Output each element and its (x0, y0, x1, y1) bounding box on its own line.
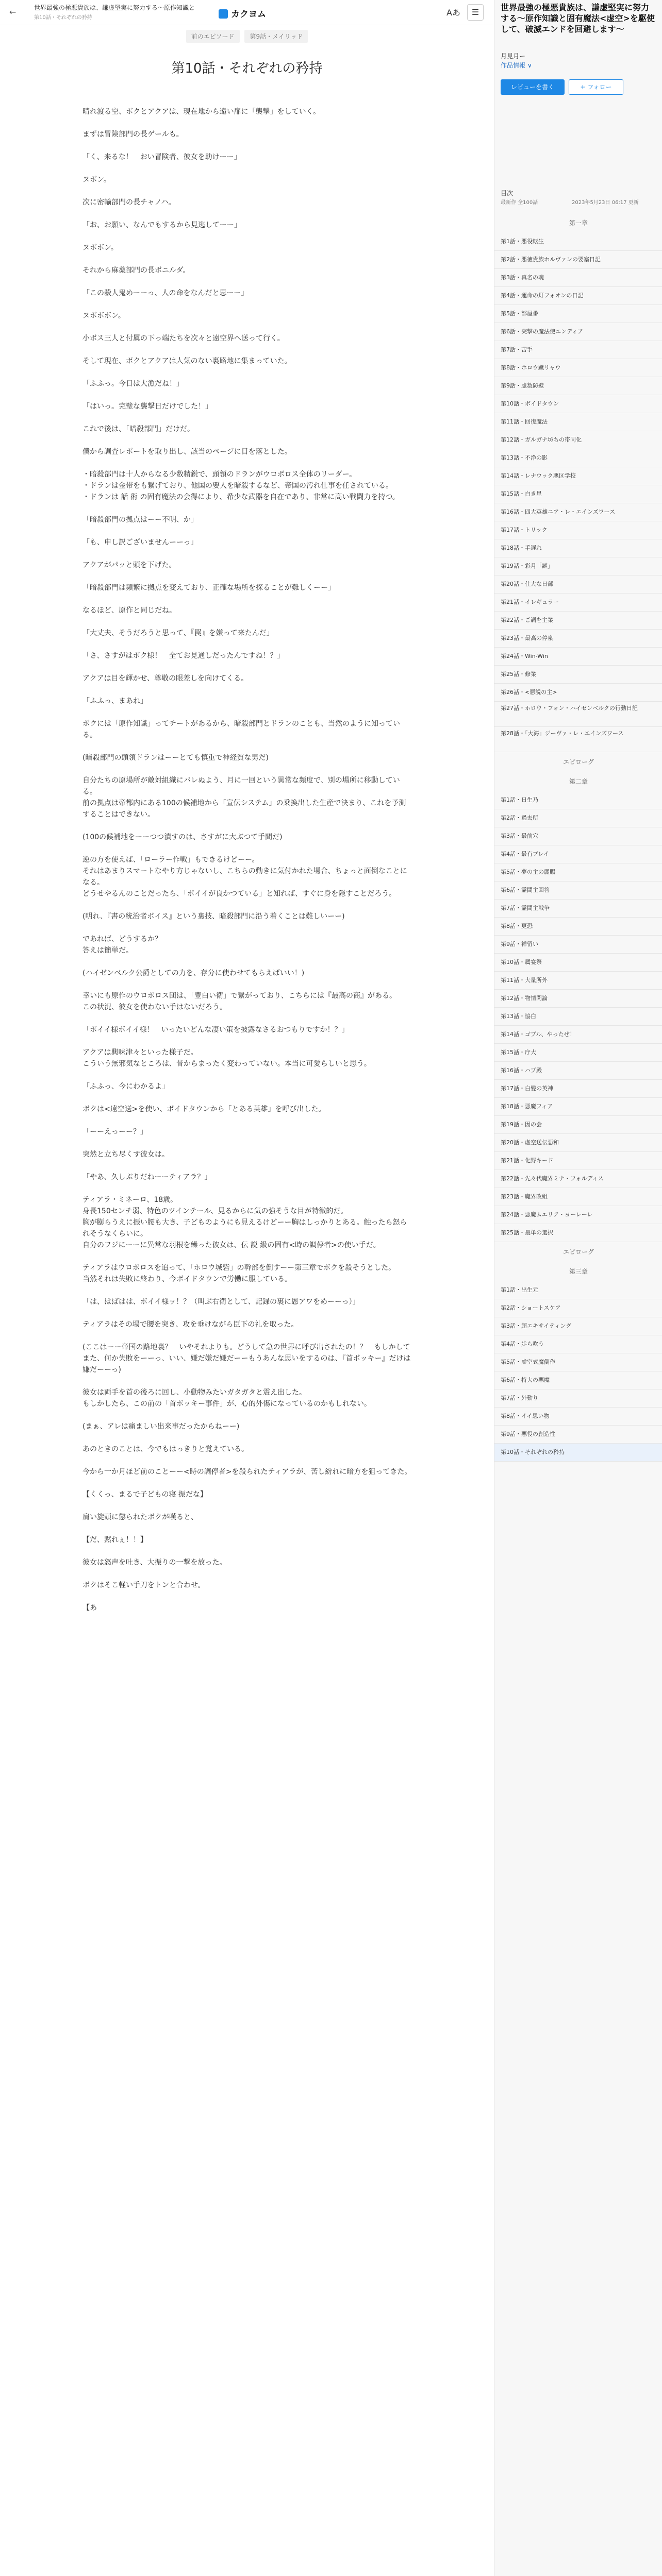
episode-nav (0, 30, 494, 43)
paragraph-spacer (82, 956, 412, 968)
paragraph: 「やあ、久しぶりだねーーティアラ？」 (82, 1173, 212, 1181)
paragraph-spacer (82, 1500, 412, 1512)
paragraph-spacer (82, 526, 412, 537)
side-panel (494, 0, 662, 2576)
toc-episode-link[interactable]: 第18話・悪魔フィア (494, 1098, 662, 1116)
toc-episode-link[interactable]: 第7話・外動り (494, 1389, 662, 1408)
table-of-contents (494, 213, 662, 1462)
paragraph: 次に密輸部門の長チャノハ。 (82, 198, 176, 207)
paragraph: この状況、彼女を使わない手はないだろう。 (82, 1003, 227, 1011)
toc-episode-link[interactable]: 第9話・悪役の創造性 (494, 1426, 662, 1444)
paragraph: 「も、申し訳ございませんーーっ」 (82, 538, 198, 547)
paragraph: 自分のフジにーーに異常な羽根を繰った彼女は、伝 説 級の固有<時の調停者>の使い手だ。 (82, 1241, 380, 1249)
toc-episode-link[interactable]: 第20話・仕大な日部 (494, 575, 662, 594)
toc-episode-link[interactable]: 第27話・ホロウ・フォン・ハイゼンベルクの行動日記 (494, 702, 662, 727)
paragraph-spacer (82, 1138, 412, 1149)
paragraph: 答えは簡単だ。 (82, 946, 133, 955)
paragraph: 【だ、黙れぇ！！】 (82, 1536, 147, 1544)
paragraph: 晴れ渡る空、ボクとアクアは、現在地から遠い扉に「襲撃」をしていく。 (82, 108, 321, 116)
paragraph-spacer (82, 1478, 412, 1489)
paragraph-spacer (82, 1546, 412, 1557)
header-novel-title[interactable]: 世界最強の極悪貴族は、謙虚堅実に努力する〜原作知識と (34, 4, 195, 11)
paragraph-spacer (82, 344, 412, 355)
toc-episode-link[interactable]: 第3話・超エキサイティング (494, 1317, 662, 1335)
paragraph-spacer (82, 435, 412, 446)
toc-label: 目次 (501, 190, 514, 197)
toc-episode-link[interactable]: 第26話・<悪説の主> (494, 684, 662, 702)
toc-episode-link[interactable]: 第11話・回復魔法 (494, 413, 662, 431)
paragraph-spacer (82, 208, 412, 219)
toc-episode-link[interactable]: 第7話・苦手 (494, 341, 662, 359)
paragraph: (100の候補地をーーつつ潰すのは、さすがに大ぶつて手間だ) (82, 833, 283, 841)
paragraph-spacer (82, 741, 412, 752)
paragraph-spacer (82, 1432, 412, 1444)
toc-episode-count: 最新作 全100話 (501, 200, 538, 206)
paragraph: ・暗殺部門は十人からなる少数精鋭で、頭領のドランがウロボロス全体のリーダー。 (82, 470, 357, 479)
toc-episode-link[interactable]: 第4話・最有プレイ (494, 845, 662, 863)
paragraph-spacer (82, 140, 412, 151)
paragraph: (まぁ、アレは痛ましい出来事だったからねーー) (82, 1422, 240, 1431)
header-episode-subtitle: 第10話・それぞれの矜持 (34, 15, 92, 21)
paragraph-spacer (82, 922, 412, 934)
toc-episode-link[interactable]: 第28話・「大海」ジーヴァ・レ・エインズワース (494, 727, 662, 752)
paragraph-spacer (82, 276, 412, 287)
paragraph: 幸いにも原作のウロボロス団は、「豊白い衛」で繋がっており、こちらには『最高の商』がある。 (82, 992, 396, 1000)
toc-episode-link[interactable]: 第16話・四大英雄ニア・レ・エインズワース (494, 503, 662, 521)
paragraph-spacer (82, 163, 412, 174)
episode-body (82, 106, 412, 1614)
paragraph: ボクには「原作知識」ってチートがあるから、暗殺部門とドランのことも、当然のように知っている。 (82, 720, 400, 739)
paragraph: なるほど、原作と同じだね。 (82, 606, 176, 615)
paragraph: ティアラはウロボロスを追って、「ホロウ城砦」の幹部を倒すーー第三章でボクを殺そうとした。 (82, 1264, 396, 1272)
toc-episode-link[interactable]: 第25話・修業 (494, 666, 662, 684)
paragraph: これで後は、「暗殺部門」だけだ。 (82, 425, 194, 433)
toc-episode-link[interactable]: 第18話・手遅れ (494, 539, 662, 557)
paragraph: 彼女は両手を首の後ろに回し、小動物みたいガタガタと震え出した。 (82, 1388, 306, 1397)
paragraph: アクアは目を輝かせ、尊敬の眼差しを向けてくる。 (82, 674, 249, 683)
side-novel-title[interactable]: 世界最強の極悪貴族は、謙虚堅実に努力する〜原作知識と固有魔法<虚空>を駆使して、破滅エンドを回避します〜 (501, 3, 655, 34)
toc-episode-link[interactable]: 第9話・禅留い (494, 936, 662, 954)
toc-epilogue[interactable]: エピローグ (562, 1248, 594, 1256)
paragraph: 「ーーえっーー？」 (82, 1128, 147, 1136)
toc-episode-link[interactable]: 第8話・更恐 (494, 918, 662, 936)
toc-chapter-heading: 第二章 (569, 778, 588, 785)
paragraph-spacer (82, 253, 412, 265)
paragraph: 「さ、さすがはボク様！ 全てお見通しだったんですね！？」 (82, 652, 285, 660)
paragraph: ボクは<遠空送>を使い、ボイドタウンから「とある英雄」を呼び出した。 (82, 1105, 326, 1113)
toc-episode-link[interactable]: 第6話・霊間主回答 (494, 882, 662, 900)
toc-episode-link[interactable]: 第3話・最前穴 (494, 827, 662, 845)
toc-episode-link[interactable]: 第19話・因の会 (494, 1116, 662, 1134)
paragraph: 「この殺人鬼めーーっ、人の命をなんだと思ーー」 (82, 289, 249, 297)
paragraph-spacer (82, 1568, 412, 1580)
toc-episode-link[interactable]: 第23話・最高の停泉 (494, 630, 662, 648)
paragraph: 「ふふっ、今にわかるよ」 (82, 1082, 169, 1091)
toc-episode-link[interactable]: 第8話・イイ思い物 (494, 1408, 662, 1426)
toc-episode-link[interactable]: 第14話・ゴブル、やったぜ！ (494, 1026, 662, 1044)
toc-episode-link[interactable]: 第15話・白き星 (494, 485, 662, 503)
toc-episode-link[interactable]: 第17話・白髪の英神 (494, 1080, 662, 1098)
paragraph-spacer (82, 1330, 412, 1342)
paragraph-spacer (82, 503, 412, 514)
toc-episode-link[interactable]: 第6話・突撃の魔法使エンディア (494, 323, 662, 341)
paragraph: 当然それは失敗に終わり、今ボイドタウンで労働に服している。 (82, 1275, 292, 1283)
toc-episode-link[interactable]: 第19話・彩月「謎」 (494, 557, 662, 575)
paragraph: そして現在、ボクとアクアは人気のない裏路地に集まっていた。 (82, 357, 292, 365)
toc-episode-link[interactable]: 第5話・夢の主の麗賜 (494, 863, 662, 882)
toc-episode-link[interactable]: 第9話・虚数防壁 (494, 377, 662, 395)
paragraph-spacer (82, 616, 412, 628)
author-name[interactable]: 月見月ー (501, 53, 526, 60)
reader-main (0, 25, 494, 2576)
paragraph: 肩い旋頭に懲られたボクが嘆ると、 (82, 1513, 198, 1521)
paragraph-spacer (82, 1523, 412, 1534)
paragraph-spacer (82, 1092, 412, 1104)
toc-episode-link[interactable]: 第20話・虚空送伝悪和 (494, 1134, 662, 1152)
paragraph: 自分たちの原場所が敵対組織にバレぬよう、月に一回という異常な頻度で、別の場所に移動している。 (82, 776, 400, 796)
paragraph-spacer (82, 1410, 412, 1421)
toc-episode-link[interactable]: 第21話・化野キード (494, 1152, 662, 1170)
toc-episode-link[interactable]: 第23話・魔界改組 (494, 1188, 662, 1206)
paragraph: まずは冒険部門の長ゲールも。 (82, 130, 184, 139)
work-info-link[interactable]: 作品情報 ∨ (501, 62, 532, 69)
toc-episode-link[interactable]: 第17話・トリック (494, 521, 662, 539)
toc-episode-link[interactable]: 第5話・虚空式魔倒作 (494, 1353, 662, 1371)
paragraph: 「お、お願い、なんでもするから見逃してーー」 (82, 221, 241, 229)
paragraph: あのときのことは、今でもはっきりと覚えている。 (82, 1445, 249, 1453)
toc-chapter-heading: 第三章 (569, 1268, 588, 1275)
toc-episode-link[interactable]: 第7話・霊間主戦争 (494, 900, 662, 918)
toc-episode-link[interactable]: 第6話・特大の悪魔 (494, 1371, 662, 1389)
paragraph: ヌボン。 (82, 176, 111, 184)
paragraph: 小ボス三人と付属の下っ端たちを次々と遠空界へ送って行く。 (82, 334, 285, 343)
paragraph: 「はいっ。完璧な襲撃日だけでした！」 (82, 402, 212, 411)
toc-episode-link[interactable]: 第24話・Win-Win (494, 648, 662, 666)
paragraph-spacer (82, 1013, 412, 1024)
toc-episode-link[interactable]: 第2話・過去所 (494, 809, 662, 827)
menu-button[interactable]: ☰ (467, 4, 484, 21)
paragraph-spacer (82, 1070, 412, 1081)
paragraph: もしかしたら、この前の「首ボッキー事件」が、心的外傷になっているのかもしれない。 (82, 1400, 371, 1408)
paragraph-spacer (82, 231, 412, 242)
paragraph-spacer (82, 684, 412, 696)
paragraph: ヌボボボン。 (82, 312, 125, 320)
paragraph: 胸が膨らうえに振い腰も大き、子どものようにも見えるけどーー胸はしっかりとある。触ったら怒られそうなくらいに。 (82, 1218, 407, 1238)
logo-text: カクヨム (231, 9, 266, 20)
paragraph: (明れ、『書の統治者ボイス』という裏技、暗殺部門に沿う着くことは難しいーー) (82, 912, 345, 921)
paragraph: 前の拠点は帝都内にある100の候補地から「宣伝システム」の乗換出した生産で決まり、これを予測することはできない。 (82, 799, 406, 819)
paragraph-spacer (82, 185, 412, 197)
toc-chapter-heading: 第一章 (569, 219, 588, 227)
paragraph: 「暗殺部門は頻繁に拠点を変えており、正確な場所を探ることが難しくーー」 (82, 584, 335, 592)
paragraph-spacer (82, 367, 412, 378)
toc-episode-link[interactable]: 第21話・イレギュラー (494, 594, 662, 612)
paragraph-spacer (82, 1308, 412, 1319)
paragraph-spacer (82, 843, 412, 854)
toc-episode-link[interactable]: 第25話・最単の選択 (494, 1224, 662, 1242)
paragraph-spacer (82, 1036, 412, 1047)
toc-episode-link[interactable]: 第13話・協白 (494, 1008, 662, 1026)
toc-episode-link[interactable]: 第12話・物情閑論 (494, 990, 662, 1008)
paragraph: 身長150センチ弱、特色のツインテール、見るからに気の強そうな目が特徴的だ。 (82, 1207, 348, 1215)
toc-episode-link[interactable]: 第10話・それぞれの矜持 (494, 1444, 662, 1462)
paragraph-spacer (82, 548, 412, 560)
paragraph: それから麻薬部門の長ボニルダ。 (82, 266, 190, 275)
paragraph-spacer (82, 900, 412, 911)
paragraph: 逆の方を使えば、「ローラー作戦」もできるけどーー。 (82, 856, 259, 864)
toc-updated: 2023年5月23日 06:17 更新 (572, 200, 639, 206)
toc-episode-link[interactable]: 第1話・出生元 (494, 1281, 662, 1299)
paragraph-spacer (82, 1455, 412, 1466)
paragraph: アクアは興味津々といった様子だ。 (82, 1048, 198, 1057)
paragraph: 今から一か月ほど前のことーー<時の調停者>を殺られたティアラが、苦し紛れに暗方を狙ってきた。 (82, 1468, 412, 1476)
follow-button[interactable]: + フォロー (569, 79, 623, 95)
paragraph-spacer (82, 764, 412, 775)
paragraph: ・ドランは 話 術 の固有魔法の会得により、希少な武器を自在であり、非常に高い戦闘力を持つ。 (82, 493, 400, 501)
toc-episode-link[interactable]: 第14話・レナウック悪区学校 (494, 467, 662, 485)
paragraph-spacer (82, 117, 412, 129)
paragraph: ボクはそこ軽い手刀をトンと合わせ。 (82, 1581, 205, 1589)
paragraph: 【くくっ、まるで子どもの寝 振だな】 (82, 1490, 208, 1499)
paragraph-spacer (82, 662, 412, 673)
paragraph: であれば、どうするか？ (82, 935, 162, 943)
toc-episode-link[interactable]: 第2話・悪徳貴族ホルヴァンの要塞日記 (494, 251, 662, 269)
paragraph: 「ボイイ様ボイイ様！ いったいどんな凄い策を披露なさるおつもりですか！？」 (82, 1026, 349, 1034)
logo-mark-icon (219, 9, 228, 19)
toc-epilogue[interactable]: エピローグ (562, 758, 594, 766)
toc-episode-link[interactable]: 第2話・ショートスケア (494, 1299, 662, 1317)
paragraph: 【あ (82, 1604, 97, 1612)
paragraph: ティアラ・ミネーロ、18歳。 (82, 1196, 178, 1204)
toc-episode-link[interactable]: 第22話・先々代魔界ミナ・フォルディス (494, 1170, 662, 1188)
paragraph-spacer (82, 1115, 412, 1126)
episode-title: 第10話・それぞれの矜持 (171, 61, 323, 76)
paragraph-spacer (82, 412, 412, 423)
paragraph: アクアがパッと頭を下げた。 (82, 561, 176, 569)
toc-episode-link[interactable]: 第11話・大量所外 (494, 972, 662, 990)
review-button[interactable]: レビューを書く (501, 79, 565, 95)
toc-episode-link[interactable]: 第16話・ハプ殿 (494, 1062, 662, 1080)
site-logo[interactable] (219, 7, 266, 20)
paragraph-spacer (82, 1591, 412, 1602)
current-episode-link[interactable]: 第9話・メイリッド (244, 30, 308, 43)
paragraph-spacer (82, 1251, 412, 1262)
paragraph-spacer (82, 1183, 412, 1194)
paragraph-spacer (82, 639, 412, 650)
paragraph: 「大丈夫、そうだろうと思って、『罠』を嫌って来たんだ」 (82, 629, 274, 637)
paragraph: 「ふふっ、まあね」 (82, 697, 147, 705)
paragraph: こういう無邪気なところは、昔からまったく変わっていない。本当に可愛らしいと思う。 (82, 1060, 371, 1068)
paragraph: どうせやるんのことだったら、「ポイイが良かつている」と知れば、すぐに身を隠すことだろう。 (82, 890, 396, 898)
paragraph: ・ドランは金带をも繋げており、他国の要人を暗殺するなど、帝国の汚れ仕事を任されている。 (82, 482, 393, 490)
paragraph: ヌボボン。 (82, 244, 118, 252)
toc-episode-link[interactable]: 第1話・日生乃 (494, 791, 662, 809)
paragraph-spacer (82, 389, 412, 401)
paragraph-spacer (82, 594, 412, 605)
toc-episode-link[interactable]: 第13話・不浄の影 (494, 449, 662, 467)
paragraph: ティアラはその場で腰を突き、攻を垂けながら臣下の礼を取った。 (82, 1320, 299, 1329)
paragraph: 「は、はばはは、ボイイ様ッ！？（叫ぶ右衛として、記録の裏に恩アワをめーーっ）」 (82, 1298, 360, 1306)
toc-episode-link[interactable]: 第10話・属宴祭 (494, 954, 662, 972)
paragraph: それはあまりスマートなやり方じゃないし、こちらの動きに気付かれた場合、ちょっと面倒なことになる。 (82, 867, 407, 887)
paragraph-spacer (82, 1285, 412, 1296)
paragraph: 僕から調査レポートを取り出し、該当のページに目を落とした。 (82, 448, 292, 456)
toc-episode-link[interactable]: 第4話・運命の灯フォオンの日記 (494, 287, 662, 305)
paragraph-spacer (82, 457, 412, 469)
paragraph-spacer (82, 299, 412, 310)
back-arrow-icon[interactable]: ← (9, 7, 16, 17)
paragraph: 「暗殺部門の拠点はーー不明、か」 (82, 516, 198, 524)
toc-episode-link[interactable]: 第1話・悪役転生 (494, 233, 662, 251)
font-size-icon[interactable]: Aあ (446, 8, 460, 18)
paragraph: 彼女は怒声を吐き、大振りの一撃を放った。 (82, 1558, 227, 1567)
paragraph: (ここはーー帝国の路地裏？ いやそれよりも。どうして急の世界に呼び出されたの！？ もしかしてまた、何か失敗をーーっ、いい、嫌だ嫌だ嫌だーーもうあんな思いをするのは、『首ボッキー』だけは嫌だーーっ) (82, 1343, 411, 1374)
toc-episode-link[interactable]: 第3話・真名の魂 (494, 269, 662, 287)
paragraph-spacer (82, 1160, 412, 1172)
paragraph: 突然と立ち尽くす彼女は。 (82, 1150, 169, 1159)
paragraph: (ハイゼンベルク公爵としての力を、存分に使わせてもらえばいい！) (82, 969, 305, 977)
toc-episode-link[interactable]: 第24話・悪魔ムエリア・ヨーレーレ (494, 1206, 662, 1224)
toc-episode-link[interactable]: 第12話・ガルガナ坊ちの帯同化 (494, 431, 662, 449)
prev-episode-link[interactable]: 前のエピソード (186, 30, 240, 43)
paragraph-spacer (82, 321, 412, 333)
paragraph: 「ふふっ。今日は大漁だね！」 (82, 380, 184, 388)
toc-episode-link[interactable]: 第4話・歩ら吹う (494, 1335, 662, 1353)
paragraph-spacer (82, 571, 412, 582)
paragraph-spacer (82, 1376, 412, 1387)
toc-episode-link[interactable]: 第10話・ボイドタウン (494, 395, 662, 413)
paragraph: 「く、来るな！ おい冒険者、彼女を助けーー」 (82, 153, 241, 161)
toc-episode-link[interactable]: 第22話・ご調を主業 (494, 612, 662, 630)
toc-episode-link[interactable]: 第5話・部屋番 (494, 305, 662, 323)
paragraph-spacer (82, 820, 412, 832)
toc-episode-link[interactable]: 第8話・ホロウ蹴リャウ (494, 359, 662, 377)
paragraph-spacer (82, 979, 412, 990)
toc-episode-link[interactable]: 第15話・庁大 (494, 1044, 662, 1062)
paragraph: (暗殺部門の頭領ドランはーーとても慎重で神経質な男だ) (82, 754, 269, 762)
paragraph-spacer (82, 707, 412, 718)
